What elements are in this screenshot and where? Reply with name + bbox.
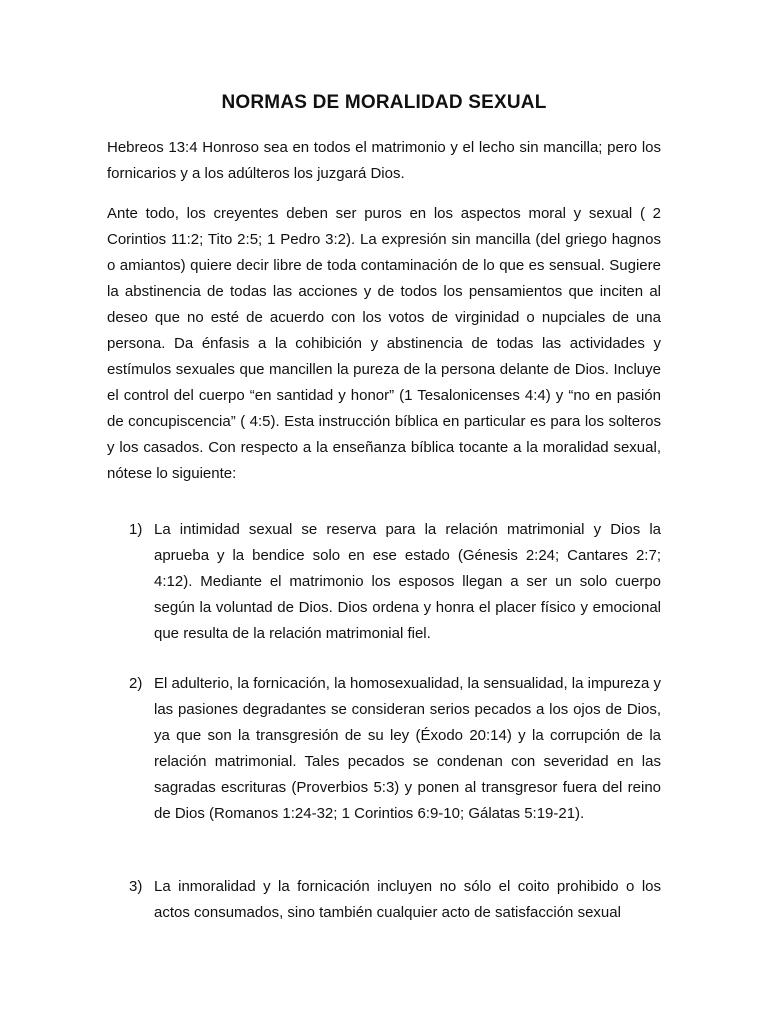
list-item-text: La inmoralidad y la fornicación incluyen no sólo el coito prohibido o los actos consumados, sino también cualquier acto de satisfacción sexual <box>154 878 661 921</box>
list-item-text: El adulterio, la fornicación, la homosexualidad, la sensualidad, la impureza y las pasiones degradantes se consideran serios pecados a los ojos de Dios, ya que son la transgresión de su ley (Éxodo 20:14) y la corrupción de la relación matrimonial. Tales pecados se condenan con severidad en las sagradas escrituras (Proverbios 5:3) y ponen al transgresor fuera del reino de Dios (Romanos 1:24-32; 1 Corintios 6:9-10; Gálatas 5:19-21). <box>154 675 661 822</box>
intro-verse-paragraph: Hebreos 13:4 Honroso sea en todos el matrimonio y el lecho sin mancilla; pero los fornicarios y a los adúlteros los juzgará Dios. <box>107 139 661 182</box>
body-paragraph: Ante todo, los creyentes deben ser puros en los aspectos moral y sexual ( 2 Corintios 11:2; Tito 2:5; 1 Pedro 3:2). La expresión sin mancilla (del griego hagnos o amiantos) quiere decir libre de toda contaminación de lo que es sensual. Sugiere la abstinencia de todas las acciones y de todos los pensamientos que inciten al deseo que no esté de acuerdo con los votos de virginidad o nupciales de una persona. Da énfasis a la cohibición y abstinencia de todas las actividades y estímulos sexuales que mancillen la pureza de la persona delante de Dios. Incluye el control del cuerpo “en santidad y honor” (1 Tesalonicenses 4:4) y “no en pasión de concupiscencia” ( 4:5). Esta instrucción bíblica en particular es para los solteros y los casados. Con respecto a la enseñanza bíblica tocante a la moralidad sexual, nótese lo siguiente: <box>107 205 661 482</box>
list-item-number: 2) <box>129 675 143 692</box>
list-item-text: La intimidad sexual se reserva para la relación matrimonial y Dios la aprueba y la bendice solo en ese estado (Génesis 2:24; Cantares 2:7; 4:12). Mediante el matrimonio los esposos llegan a ser un solo cuerpo según la voluntad de Dios. Dios ordena y honra el placer físico y emocional que resulta de la relación matrimonial fiel. <box>154 521 661 642</box>
list-item-number: 3) <box>129 878 143 895</box>
list-item-number: 1) <box>129 521 143 538</box>
page-title: NORMAS DE MORALIDAD SEXUAL <box>221 92 547 113</box>
